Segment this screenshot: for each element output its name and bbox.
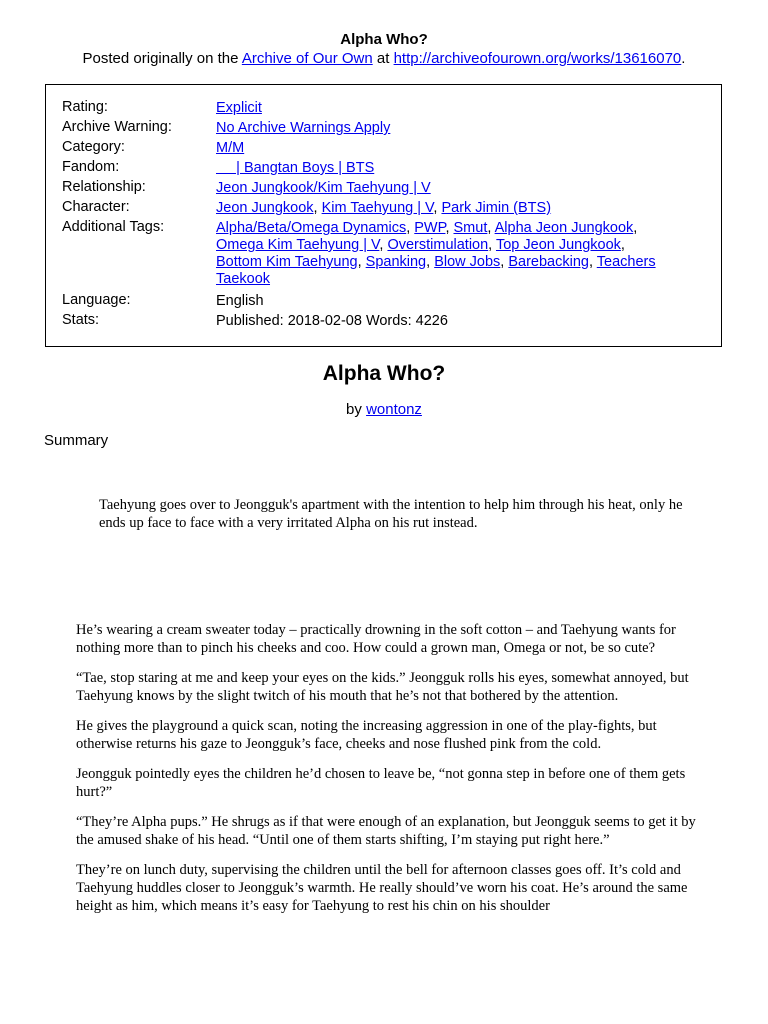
story-paragraph: He’s wearing a cream sweater today – practically drowning in the soft cotton – and Taehyung wants for nothing more than to pinch his cheeks and coo. How could a grown man, Omega or not, be so cute? [76, 622, 676, 656]
tag-link[interactable]: Blow Jobs [434, 254, 501, 270]
language-value: English [216, 293, 264, 309]
tag-link[interactable]: Taekook [216, 271, 271, 287]
story-body [76, 621, 696, 927]
category-label: Category: [62, 139, 125, 155]
tag-link[interactable]: Top Jeon Jungkook [495, 237, 621, 253]
character-label: Character: [62, 199, 130, 215]
author-link[interactable]: wontonz [366, 401, 422, 418]
tag-list: Alpha/Beta/Omega Dynamics, PWP, Smut, Alpha Jeon Jungkook, Omega Kim Taehyung | V, Overstimulation, Top Jeon Jungkook, Bottom Kim Taehyung, Spanking, Blow Jobs, Barebacking, Teachers Taekook [216, 220, 656, 287]
work-url-link[interactable]: http://archiveofourown.org/works/13616070 [393, 50, 682, 67]
byline [0, 401, 768, 419]
tag-link[interactable]: PWP [414, 220, 446, 236]
posted-suffix: . [681, 50, 686, 67]
story-paragraph: They’re on lunch duty, supervising the children until the bell for afternoon classes goes off. It’s cold and Taehyung huddles closer to Jeongguk’s warmth. He really should’ve worn his coat. He’s around the same height as him, which means it’s easy for Taehyung to rest his chin on his shoulder [76, 862, 688, 914]
fandom-label: Fandom: [62, 159, 120, 175]
story-paragraph: Jeongguk pointedly eyes the children he’d chosen to leave be, “not gonna step in before one of them gets hurt?” [76, 766, 686, 800]
summary-text: Taehyung goes over to Jeongguk's apartment with the intention to help him through his heat, only he ends up face to face with a very irritated Alpha on his rut instead. [99, 497, 683, 531]
archive-warning-label: Archive Warning: [62, 119, 172, 135]
rating-link[interactable]: Explicit [216, 100, 262, 116]
relationship-link[interactable]: Jeon Jungkook/Kim Taehyung | V [216, 180, 431, 196]
by-text: by [346, 401, 367, 418]
tag-link[interactable]: Alpha/Beta/Omega Dynamics [216, 220, 407, 236]
tag-link[interactable]: Omega Kim Taehyung | V [216, 237, 380, 253]
character-link[interactable]: Kim Taehyung | V [321, 200, 434, 216]
document-header-title: Alpha Who? [340, 31, 428, 48]
tag-link[interactable]: Spanking [365, 254, 427, 270]
tag-link[interactable]: Overstimulation [387, 237, 489, 253]
additional-tags-label: Additional Tags: [62, 219, 165, 235]
archive-of-our-own-link[interactable]: Archive of Our Own [241, 50, 373, 67]
rating-label: Rating: [62, 99, 108, 115]
story-paragraph: He gives the playground a quick scan, noting the increasing aggression in one of the play-fights, but otherwise returns his gaze to Jeongguk’s face, cheeks and nose flushed pink from the cold. [76, 718, 657, 752]
story-paragraph: “They’re Alpha pups.” He shrugs as if that were enough of an explanation, but Jeongguk seems to get it by the amused shake of his head. “Until one of them starts shifting, I’m staying put right here.” [76, 814, 696, 848]
category-link[interactable]: M/M [216, 140, 245, 156]
character-list: Jeon Jungkook, Kim Taehyung | V, Park Jimin (BTS) [216, 200, 552, 216]
archive-warning-link[interactable]: No Archive Warnings Apply [216, 120, 391, 136]
summary-heading: Summary [44, 432, 109, 449]
tag-link[interactable]: Teachers [596, 254, 656, 270]
language-label: Language: [62, 292, 131, 308]
work-title: Alpha Who? [322, 362, 446, 385]
tag-link[interactable]: Alpha Jeon Jungkook [494, 220, 634, 236]
character-link[interactable]: Park Jimin (BTS) [441, 200, 552, 216]
character-link[interactable]: Jeon Jungkook [216, 200, 314, 216]
fandom-link[interactable]: | Bangtan Boys | BTS [216, 160, 375, 176]
story-paragraph: “Tae, stop staring at me and keep your eyes on the kids.” Jeongguk rolls his eyes, somewhat annoyed, but Taehyung knows by the slight twitch of his mouth that he’s not that bothered by the attention. [76, 670, 689, 704]
relationship-label: Relationship: [62, 179, 146, 195]
tag-link[interactable]: Barebacking [508, 254, 589, 270]
posted-at: at [372, 50, 394, 67]
posted-originally-line [0, 50, 768, 68]
tag-link[interactable]: Smut [453, 220, 488, 236]
stats-value: Published: 2018-02-08 Words: 4226 [216, 313, 448, 329]
metadata-box [45, 84, 722, 347]
tag-link[interactable]: Bottom Kim Taehyung [216, 254, 358, 270]
posted-prefix: Posted originally on the [82, 50, 242, 67]
stats-label: Stats: [62, 312, 100, 328]
